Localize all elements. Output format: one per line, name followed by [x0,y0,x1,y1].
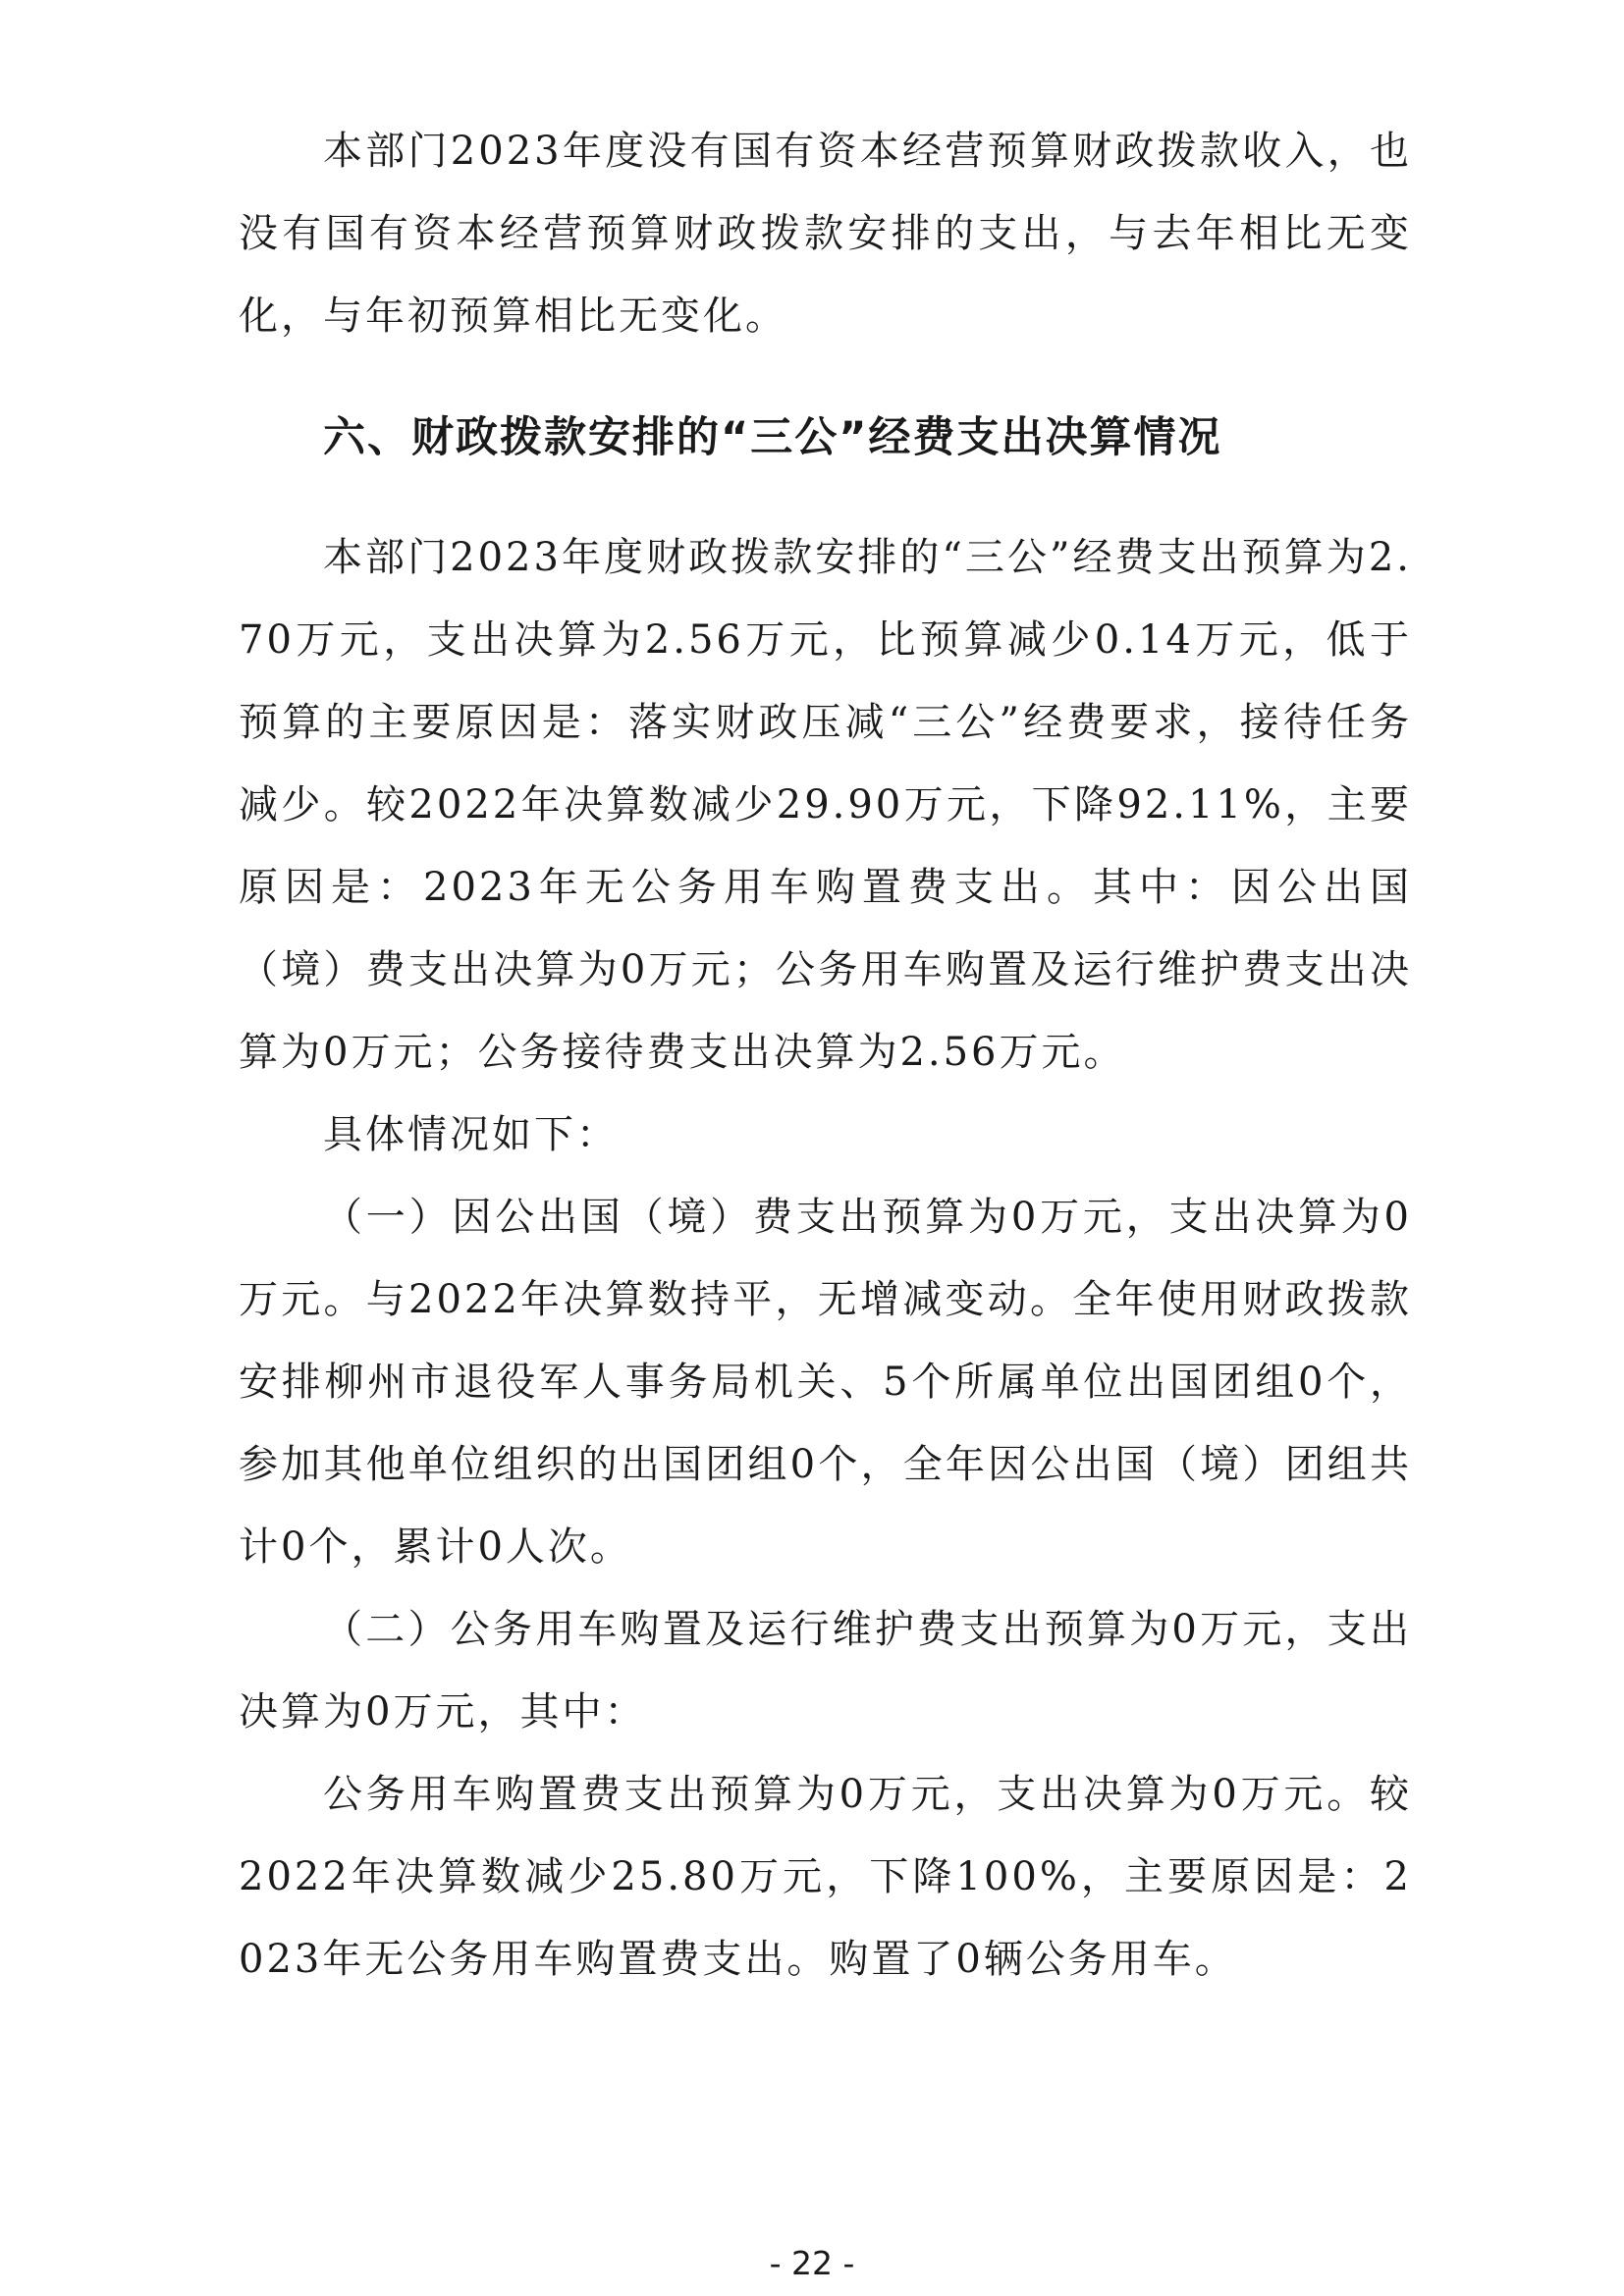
paragraph-vehicle-purchase: 公务用车购置费支出预算为0万元，支出决算为0万元。较2022年决算数减少25.80万元，下降100%，主要原因是：2023年无公务用车购置费支出。购置了0辆公务用车。 [239,1772,1412,1982]
paragraph-overseas-travel: （一）因公出国（境）费支出预算为0万元，支出决算为0万元。与2022年决算数持平，无增减变动。全年使用财政拨款安排柳州市退役军人事务局机关、5个所属单位出国团组0个，参加其他单位组织的出国团组0个，全年因公出国（境）团组共计0个，累计0人次。 [239,1195,1412,1570]
paragraph-three-public-summary: 本部门2023年度财政拨款安排的“三公”经费支出预算为2.70万元，支出决算为2.56万元，比预算减少0.14万元，低于预算的主要原因是：落实财政压减“三公”经费要求，接待任务减少。较2022年决算数减少29.90万元，下降92.11%，主要原因是：2023年无公务用车购置费支出。其中：因公出国（境）费支出决算为0万元；公务用车购置及运行维护费支出决算为0万元；公务接待费支出决算为2.56万元。 [239,535,1412,1075]
paragraph-state-capital-budget: 本部门2023年度没有国有资本经营预算财政拨款收入，也没有国有资本经营预算财政拨款安排的支出，与去年相比无变化，与年初预算相比无变化。 [239,129,1412,339]
document-body [239,110,1412,2001]
page-number: - 22 - [769,2244,855,2282]
paragraph-details-intro: 具体情况如下： [323,1112,619,1157]
section-heading-three-public-expenses: 六、财政拨款安排的“三公”经费支出决算情况 [323,413,1222,462]
paragraph-official-vehicles: （二）公务用车购置及运行维护费支出预算为0万元，支出决算为0万元，其中： [239,1607,1412,1735]
